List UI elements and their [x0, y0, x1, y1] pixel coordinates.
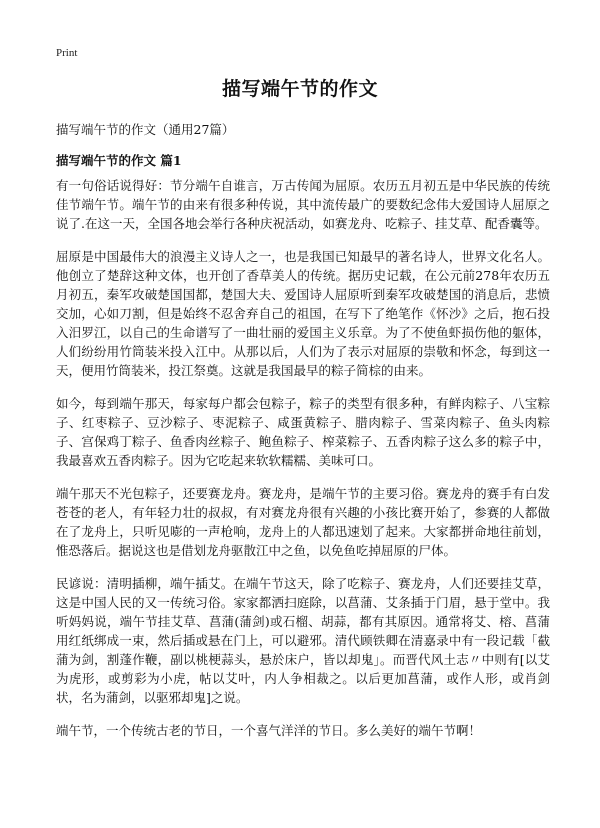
section-heading: 描写端午节的作文 篇1: [56, 153, 182, 168]
page-title: 描写端午节的作文: [221, 78, 378, 100]
document-subtitle: 描写端午节的作文（通用27篇）: [56, 122, 235, 137]
paragraph-4: 端午那天不光包粽子，还要赛龙舟。赛龙舟，是端午节的主要习俗。赛龙舟的赛手有白发苍苍的老人，有年轻力壮的叔叔，有对赛龙舟很有兴趣的小孩比赛开始了，参赛的人都做在了龙舟上，只听见嘭的一声枪响，龙舟上的人都迅速划了起来。大家都拼命地往前划，惟恐落后。据说这也是借划龙舟驱散江中之鱼，以免鱼吃掉屈原的尸体。: [56, 486, 550, 558]
print-link[interactable]: Print: [56, 47, 78, 59]
paragraph-2: 屈原是中国最伟大的浪漫主义诗人之一，也是我国已知最早的著名诗人，世界文化名人。他创立了楚辞这种文体，也开创了香草美人的传统。据历史记载，在公元前278年农历五月初五，秦军攻破楚国国都，楚国大夫、爱国诗人屈原听到秦军攻破楚国的消息后，悲愤交加，心如刀割，但是始终不忍舍弃自己的祖国，在写下了绝笔作《怀沙》之后，抱石投入汨罗江，以自己的生命谱写了一曲壮丽的爱国主义乐章。为了不使鱼虾损伤他的躯体，人们纷纷用竹筒装米投入江中。从那以后，人们为了表示对屈原的崇敬和怀念，每到这一天，便用竹筒装米，投江祭奠。这就是我国最早的粽子简棕的由来。: [56, 249, 550, 378]
article-body: [56, 176, 550, 754]
paragraph-6: 端午节，一个传统古老的节日，一个喜气洋洋的节日。多么美好的端午节啊！: [56, 723, 482, 738]
paragraph-1: 有一句俗话说得好：节分端午自谁言，万古传闻为屈原。农历五月初五是中华民族的传统佳节端午节。端午节的由来有很多种传说，其中流传最广的要数纪念伟大爱国诗人屈原之说了.在这一天，全国各地会举行各种庆祝活动，如赛龙舟、吃粽子、挂艾草、配香囊等。: [56, 178, 550, 231]
paragraph-5: 民谚说：清明插柳，端午插艾。在端午节这天，除了吃粽子、赛龙舟，人们还要挂艾草，这是中国人民的又一传统习俗。家家都洒扫庭除，以菖蒲、艾条插于门眉，悬于堂中。我听妈妈说，端午节挂艾草、菖蒲(蒲剑)或石榴、胡蒜，都有其原因。通常将艾、榕、菖蒲用红纸绑成一束，然后插或悬在门上，可以避邪。清代顾铁卿在清嘉录中有一段记载「截蒲为剑，割蓬作鞭，副以桃梗蒜头，悬於床户，皆以却鬼」。而晋代风土志〃中则有[以艾为虎形，或剪彩为小虎，帖以艾叶，内人争相裁之。以后更加菖蒲，或作人形，或肖剑状，名为蒲剑，以驱邪却鬼]之说。: [56, 576, 550, 705]
paragraph-3: 如今，每到端午那天，每家每户都会包粽子，粽子的类型有很多种，有鲜肉粽子、八宝粽子、红枣粽子、豆沙粽子、枣泥粽子、咸蛋黄粽子、腊肉粽子、雪菜肉粽子、鱼头肉粽子、宫保鸡丁粽子、鱼香肉丝粽子、鲍鱼粽子、榨菜粽子、五香肉粽子这么多的粽子中，我最喜欢五香肉粽子。因为它吃起来软软糯糯、美味可口。: [56, 396, 550, 468]
